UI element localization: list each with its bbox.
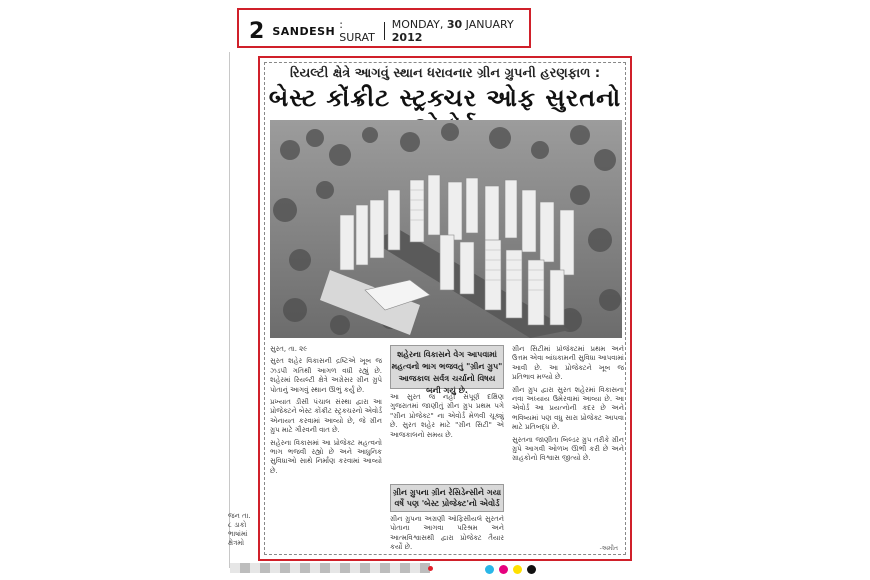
- header-divider: [384, 22, 385, 40]
- cmyk-magenta-dot: [499, 565, 508, 574]
- byline-credit: -અમીત: [599, 545, 618, 552]
- article-headline: બેસ્ટ કોંક્રીટ સ્ટ્રક્ચર ઓફ સુરતનો: [268, 84, 622, 112]
- cmyk-cyan-dot: [485, 565, 494, 574]
- award-highlight-box: ગ્રીન ગ્રુપના ગ્રીન રેસિડેન્સીને ગયા વર્ષે પણ 'બેસ્ટ પ્રોજેક્ટ'નો એવોર્ડ: [390, 484, 504, 512]
- article-column-2: આ સુરત જ નહીં સંપૂર્ણ દક્ષિણ ગુજરાતમાં જાણીતું ગ્રીન ગ્રુપ પ્રથમ પગે "ગ્રીન પ્રોજેક્ટ" ના એવોર્ડ મેળવી ચૂક્યું છે. સુરત શહેર માટે "ગ્રીન સિટી" એ આજકાલનો સમય છે.: [390, 393, 504, 439]
- page-number: 2: [249, 18, 265, 44]
- registration-dot-red: [428, 566, 433, 571]
- newspaper-header: [237, 8, 531, 48]
- masthead-brand: SANDESH: [272, 24, 336, 38]
- article-clipping: [258, 56, 632, 561]
- article-column-2-lower: ગ્રીન ગ્રુપના અગ્રણી ઓફિસીયલે સુરતને પોતાના આગવા પરિશ્રમ અને આત્મવિશ્વાસથી દ્વારા પ્રોજેક્ટ તૈયાર કર્યો છે.: [390, 515, 504, 552]
- edition-city: : SURAT: [339, 18, 375, 44]
- township-rendering-photo: [270, 120, 622, 338]
- cmyk-yellow-dot: [513, 565, 522, 574]
- pull-quote-box: શહેરના વિકાસને વેગ આપવામાં મહત્વનો ભાગ ભજવતું "ગ્રીન ગ્રુપ" આજકાલ સર્વત્ર ચર્ચાનો વિષય બની ગયું છે.: [390, 345, 504, 389]
- article-column-1: સુરત, તા. ૨૯ સુરત શહેર વિકાસની દ્રષ્ટિએ ખૂબ જ ઝડપી ગતિથી આગળ વધી રહ્યું છે. શહેરમાં રિયલ્ટી ક્ષેત્રે અગ્રેસર ગ્રીન ગ્રુપે પોતાનું આગવું સ્થાન ઊભું કર્યું છે. પ્રખ્યાત ડીસી પંચાલ સંસ્થા દ્વારા આ પ્રોજેક્ટને બેસ્ટ કોંક્રીટ સ્ટ્રક્ચરનો એવોર્ડ એનાયત કરવામાં આવ્યો છે, જે ગ્રીન ગ્રુપ માટે ગૌરવની વાત છે. સહેરના વિકાસમાં આ પ્રોજેક્ટ મહત્વનો ભાગ ભજવી રહ્યો છે અને આધુનિક સુવિધાઓ સાથે નિર્માણ કરવામાં આવ્યો છે.: [270, 345, 382, 475]
- article-kicker: રિયલ્ટી ક્ષેત્રે આગવું સ્થાન ધરાવનાર ગ્રીન ગ્રુપની હરણફાળ :: [289, 66, 601, 81]
- page-edge: [229, 52, 230, 568]
- cmyk-black-dot: [527, 565, 536, 574]
- edition-date: MONDAY, 30 JANUARY 2012: [391, 18, 514, 44]
- article-column-3: ગ્રીન સિટીમાં પ્રોજેક્ટમાં પ્રથમ અને ઉત્તમ એવા બાંધકામની સુવિધા આપવામાં આવી છે. આ પ્રોજેક્ટને ખૂબ જ પ્રતિભાવ મળ્યો છે. ગ્રીન ગ્રુપ દ્વારા સુરત શહેરમાં વિકાસના નવા અધ્યાય ઉમેરવામાં આવ્યા છે. આ એવોર્ડ આ પ્રયત્નોની કદર છે અને ભવિષ્યમાં પણ વધુ સારા પ્રોજેક્ટ આપવા માટે પ્રતિબદ્ધ છે. સુરતના જાણીતા બિલ્ડર ગ્રુપ તરીકે ગ્રીન ગ્રુપે આગવી ઓળખ ઊભી કરી છે અને ગ્રાહકોનો વિશ્વાસ જીત્યો છે.: [512, 345, 624, 463]
- adjacent-column-snippet: જન તા. ૮ ડાકો ભાષાંમાં ક્ષેત્રમો: [228, 512, 251, 547]
